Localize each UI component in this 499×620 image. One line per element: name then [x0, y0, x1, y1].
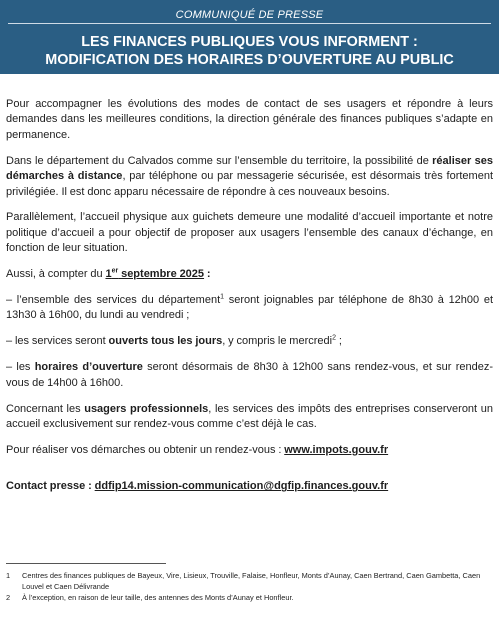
- text: – les services seront: [6, 335, 109, 348]
- date-highlight: [105, 268, 204, 280]
- text: seront désormais de 8h30 à 12h00 sans rendez-vous, et sur rendez-vous de 14h00 à 16h00.: [6, 361, 494, 389]
- text: Pour réaliser vos démarches ou obtenir un rendez-vous :: [6, 443, 285, 456]
- page-title: [0, 33, 499, 69]
- bold-text: horaires d’ouverture: [34, 361, 143, 374]
- title-line-1: LES FINANCES PUBLIQUES VOUS INFORMENT :: [81, 34, 418, 50]
- paragraph-website: [6, 443, 493, 458]
- paragraph-counter: Parallèlement, l’accueil physique aux guichets demeure une modalité d’accueil importante et notre politique d’accueil a pour objectif de proposer aux usagers l’ensemble des canaux d’échange, en fonction de leur situation.: [6, 211, 493, 255]
- text: Contact presse :: [6, 480, 95, 493]
- text: :: [204, 268, 211, 281]
- text: ;: [336, 335, 342, 348]
- paragraph-remote: [6, 154, 493, 200]
- footnote-divider: [6, 563, 166, 564]
- text: Concernant les: [6, 402, 85, 415]
- footnote-number: 2: [6, 593, 11, 603]
- text: , par téléphone ou par messagerie sécurisée, est désormais très fortement privilégiée. Il est donc apparu nécessaire de répondre à ces nouveaux besoins.: [6, 170, 494, 198]
- paragraph-intro: Pour accompagner les évolutions des modes de contact de ses usagers et répondre à leurs demandes dans les meilleures conditions, la direction générale des finances publiques s’adapte en permanence.: [6, 98, 493, 141]
- text: Aussi, à compter du: [6, 268, 106, 281]
- paragraph-open-days: [6, 334, 493, 349]
- paragraph-professionals: [6, 402, 493, 433]
- impots-link[interactable]: www.impots.gouv.fr: [284, 443, 389, 456]
- footnote-text: À l’exception, en raison de leur taille, des antennes des Monts d’Aunay et Honfleur.: [22, 593, 294, 603]
- footnotes: [6, 571, 493, 605]
- paragraph-press-contact: [6, 479, 493, 494]
- press-release-header: [0, 0, 499, 74]
- text: – les: [6, 361, 35, 374]
- kicker-label: COMMUNIQUÉ DE PRESSE: [175, 9, 324, 21]
- text: Dans le département du Calvados comme sur l’ensemble du territoire, la possibilité de: [6, 154, 433, 167]
- press-email-link[interactable]: ddfip14.mission-communication@dgfip.finances.gouv.fr: [94, 480, 389, 493]
- footnote-1: [6, 571, 493, 592]
- document-body: [6, 97, 493, 505]
- text: seront joignables par téléphone de 8h30 à 12h00 et 13h30 à 16h00, du lundi au vendredi ;: [6, 294, 494, 322]
- footnote-text: Centres des finances publiques de Bayeux, Vire, Lisieux, Trouville, Falaise, Honfleur, Monts d’Aunay, Caen Bertrand, Caen Gambetta, Caen Louvel et Caen Délivrande: [22, 571, 481, 591]
- date-month: septembre 2025: [118, 268, 205, 281]
- title-line-2: MODIFICATION DES HORAIRES D’OUVERTURE AU PUBLIC: [45, 52, 454, 68]
- footnote-2: [6, 593, 493, 604]
- text: , les services des impôts des entreprises conserveront un accueil exclusivement sur rendez-vous comme c’est déjà le cas.: [6, 402, 493, 430]
- kicker-divider: [8, 23, 491, 24]
- bold-text: usagers professionnels: [84, 402, 209, 415]
- footnote-number: 1: [6, 571, 11, 580]
- footnote-ref-2: 2: [332, 334, 336, 342]
- text: , y compris le mercredi: [222, 335, 333, 348]
- date-day: 1: [105, 268, 112, 281]
- footnote-ref-1: 1: [220, 293, 225, 301]
- bold-text: ouverts tous les jours: [108, 335, 223, 348]
- paragraph-date: [6, 267, 493, 282]
- paragraph-opening-hours: [6, 360, 493, 391]
- bold-text: réaliser ses démarches à distance: [6, 154, 493, 183]
- date-sup: er: [111, 267, 119, 275]
- paragraph-phone-hours: [6, 293, 493, 324]
- text: – l’ensemble des services du département: [6, 294, 221, 307]
